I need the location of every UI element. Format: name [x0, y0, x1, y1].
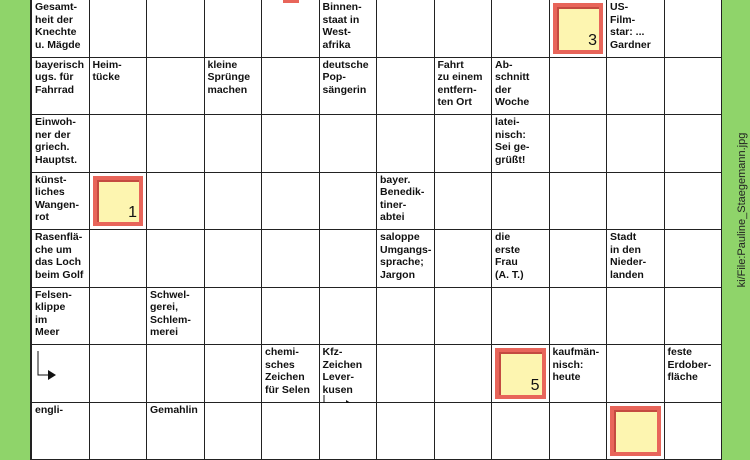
- answer-cell[interactable]: [492, 173, 550, 231]
- clue-text: Einwoh- ner der griech. Hauptst.: [32, 115, 89, 167]
- answer-cell[interactable]: [205, 0, 263, 58]
- clue-cell: [320, 0, 378, 58]
- answer-cell[interactable]: [262, 173, 320, 231]
- answer-cell[interactable]: [377, 58, 435, 116]
- solution-number: 1: [128, 204, 137, 222]
- solution-box-edge: [283, 0, 299, 3]
- answer-cell[interactable]: [550, 173, 608, 231]
- clue-text: saloppe Umgangs- sprache; Jargon: [377, 230, 434, 282]
- image-credit: ki/File:Pauline_Staegemann.jpg: [736, 133, 748, 288]
- clue-cell: [90, 58, 148, 116]
- answer-cell[interactable]: [665, 173, 723, 231]
- clue-cell: [377, 230, 435, 288]
- clue-cell: [607, 0, 665, 58]
- clue-cell: [320, 345, 378, 403]
- clue-cell: [435, 58, 493, 116]
- answer-cell[interactable]: [262, 58, 320, 116]
- clue-cell: [32, 115, 90, 173]
- answer-cell[interactable]: [90, 403, 148, 460]
- clue-cell: [320, 58, 378, 116]
- answer-cell[interactable]: [147, 230, 205, 288]
- solution-number: 5: [531, 377, 540, 395]
- answer-cell[interactable]: [90, 345, 148, 403]
- answer-cell[interactable]: [435, 173, 493, 231]
- answer-cell[interactable]: [262, 230, 320, 288]
- clue-text: Felsen- klippe im Meer: [32, 288, 89, 340]
- clue-text: engli-: [32, 403, 89, 418]
- answer-cell[interactable]: [262, 403, 320, 460]
- clue-text: bayer. Benedik- tiner- abtei: [377, 173, 434, 225]
- clue-text: bayerisch ugs. für Fahrrad: [32, 58, 89, 98]
- answer-cell[interactable]: [607, 288, 665, 346]
- clue-text: Heim- tücke: [90, 58, 147, 85]
- clue-cell: [32, 403, 90, 460]
- answer-cell[interactable]: [550, 403, 608, 460]
- answer-cell[interactable]: [665, 403, 723, 460]
- solution-cell[interactable]: [90, 173, 148, 231]
- answer-cell[interactable]: [550, 230, 608, 288]
- clue-text: latei- nisch: Sei ge- grüßt!: [492, 115, 549, 167]
- clue-cell: [32, 58, 90, 116]
- answer-cell[interactable]: [435, 345, 493, 403]
- clue-text: deutsche Pop- sängerin: [320, 58, 377, 98]
- solution-box: [495, 348, 546, 399]
- solution-box: [553, 3, 604, 54]
- answer-cell[interactable]: [147, 0, 205, 58]
- solution-cell[interactable]: [550, 0, 608, 58]
- clue-text: Binnen- staat in West- afrika: [320, 0, 377, 52]
- answer-cell[interactable]: [550, 115, 608, 173]
- answer-cell[interactable]: [665, 115, 723, 173]
- clue-text: US- Film- star: ... Gardner: [607, 0, 664, 52]
- answer-cell[interactable]: [205, 230, 263, 288]
- answer-cell[interactable]: [550, 288, 608, 346]
- answer-cell[interactable]: [492, 403, 550, 460]
- clue-text: Fahrt zu einem entfern- ten Ort: [435, 58, 492, 110]
- answer-cell[interactable]: [147, 115, 205, 173]
- answer-cell[interactable]: [320, 173, 378, 231]
- clue-cell: [492, 230, 550, 288]
- answer-cell[interactable]: [262, 0, 320, 58]
- answer-cell[interactable]: [90, 115, 148, 173]
- answer-cell[interactable]: [147, 173, 205, 231]
- clue-text: Schwel- gerei, Schlem- merei: [147, 288, 204, 340]
- clue-text: kleine Sprünge machen: [205, 58, 262, 98]
- solution-cell[interactable]: [607, 403, 665, 460]
- answer-cell[interactable]: [377, 403, 435, 460]
- answer-cell[interactable]: [262, 115, 320, 173]
- solution-cell[interactable]: [492, 345, 550, 403]
- answer-cell[interactable]: [147, 58, 205, 116]
- answer-cell[interactable]: [90, 288, 148, 346]
- answer-cell[interactable]: [665, 288, 723, 346]
- answer-cell[interactable]: [205, 345, 263, 403]
- answer-cell[interactable]: [607, 58, 665, 116]
- clue-text: kaufmän- nisch: heute: [550, 345, 607, 385]
- answer-cell[interactable]: [607, 173, 665, 231]
- answer-cell[interactable]: [262, 288, 320, 346]
- answer-cell[interactable]: [550, 58, 608, 116]
- clue-text: Rasenflä- che um das Loch beim Golf: [32, 230, 89, 282]
- clue-text: künst- liches Wangen- rot: [32, 173, 89, 225]
- clue-text: Stadt in den Nieder- landen: [607, 230, 664, 282]
- answer-cell[interactable]: [492, 0, 550, 58]
- answer-cell[interactable]: [665, 0, 723, 58]
- clue-cell: [32, 230, 90, 288]
- clue-text: Kfz- Zeichen Lever- kusen: [320, 345, 377, 397]
- clue-cell: [147, 403, 205, 460]
- answer-cell[interactable]: [435, 288, 493, 346]
- answer-cell[interactable]: [435, 0, 493, 58]
- clue-cell: [492, 58, 550, 116]
- answer-cell[interactable]: [205, 403, 263, 460]
- answer-cell[interactable]: [377, 115, 435, 173]
- clue-cell: [32, 0, 90, 58]
- clue-cell: [147, 288, 205, 346]
- clue-cell: [32, 288, 90, 346]
- clue-cell: [492, 115, 550, 173]
- clue-cell: [32, 173, 90, 231]
- answer-cell[interactable]: [90, 0, 148, 58]
- clue-cell: [550, 345, 608, 403]
- answer-cell[interactable]: [435, 403, 493, 460]
- crossword-grid: [30, 0, 722, 460]
- answer-cell[interactable]: [435, 115, 493, 173]
- answer-cell[interactable]: [205, 115, 263, 173]
- answer-cell[interactable]: [320, 403, 378, 460]
- clue-text: chemi- sches Zeichen für Selen: [262, 345, 319, 397]
- answer-cell[interactable]: [90, 230, 148, 288]
- answer-cell[interactable]: [377, 288, 435, 346]
- clue-cell: [205, 58, 263, 116]
- answer-cell[interactable]: [205, 288, 263, 346]
- answer-cell[interactable]: [435, 230, 493, 288]
- answer-cell[interactable]: [492, 288, 550, 346]
- answer-cell[interactable]: [665, 230, 723, 288]
- bent-arrow-icon: [32, 345, 90, 403]
- clue-text: Gesamt- heit der Knechte u. Mägde: [32, 0, 89, 52]
- clue-text: Gemahlin: [147, 403, 204, 418]
- clue-cell: [262, 345, 320, 403]
- clue-cell: [665, 345, 723, 403]
- clue-text: die erste Frau (A. T.): [492, 230, 549, 282]
- answer-cell[interactable]: [147, 345, 205, 403]
- answer-cell[interactable]: [607, 345, 665, 403]
- answer-cell[interactable]: [377, 0, 435, 58]
- solution-box: [93, 176, 144, 227]
- answer-cell[interactable]: [205, 173, 263, 231]
- answer-cell[interactable]: [320, 288, 378, 346]
- answer-cell[interactable]: [665, 58, 723, 116]
- clue-text: feste Erdober- fläche: [665, 345, 722, 385]
- answer-cell[interactable]: [377, 345, 435, 403]
- clue-cell: [377, 173, 435, 231]
- clue-cell: [607, 230, 665, 288]
- answer-cell[interactable]: [607, 115, 665, 173]
- answer-cell[interactable]: [320, 230, 378, 288]
- solution-number: 3: [588, 32, 597, 50]
- answer-cell[interactable]: [320, 115, 378, 173]
- answer-cell[interactable]: [32, 345, 90, 403]
- solution-box: [610, 406, 661, 457]
- clue-text: Ab- schnitt der Woche: [492, 58, 549, 110]
